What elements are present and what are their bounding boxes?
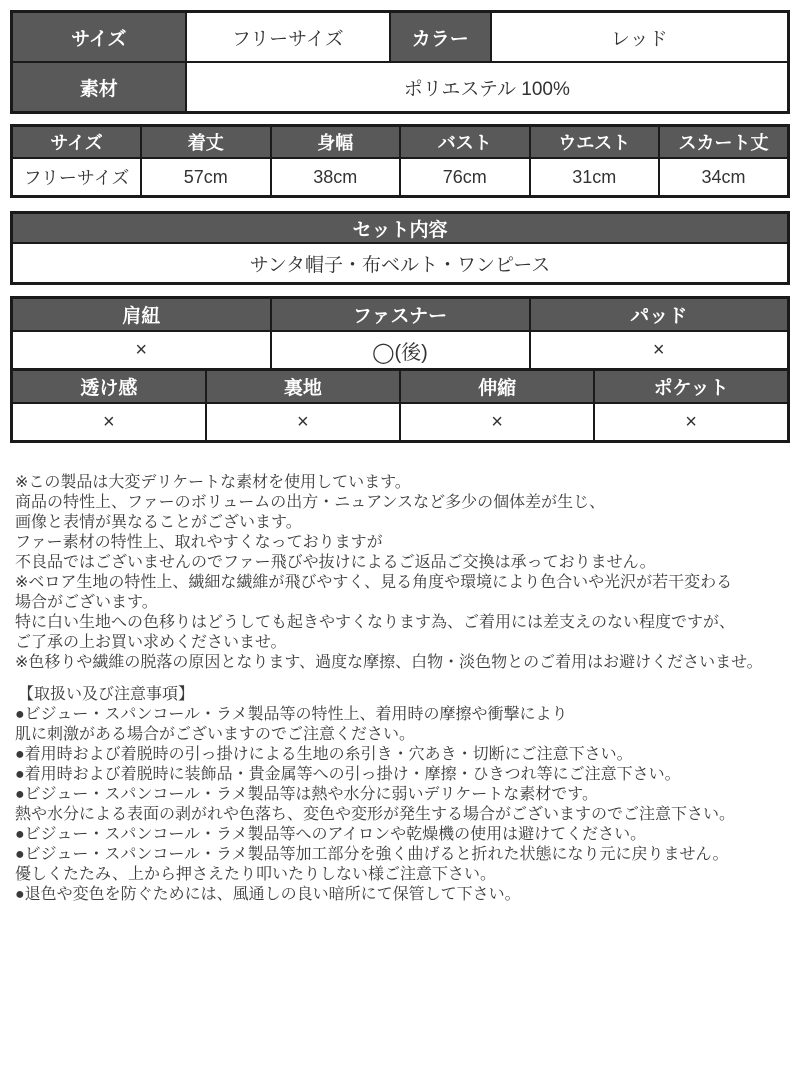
feature-value-pads: ×	[530, 331, 789, 370]
measure-value-skirt: 34cm	[659, 158, 789, 197]
care-line: ●ビジュー・スパンコール・ラメ製品等の特性上、着用時の摩擦や衝撃により	[15, 706, 568, 723]
feature-value-stretch: ×	[400, 403, 594, 442]
spec-row-size-color	[12, 12, 789, 63]
feature-header-straps: 肩紐	[12, 298, 271, 332]
features-a-value-row	[12, 331, 789, 370]
note-line: ファー素材の特性上、取れやすくなっておりますが	[15, 534, 383, 551]
care-line: ●退色や変色を防ぐためには、風通しの良い暗所にて保管して下さい。	[15, 886, 521, 903]
set-contents-title-cell: セット内容	[12, 213, 789, 244]
spec-table	[10, 10, 790, 114]
feature-value-zipper: ◯(後)	[271, 331, 530, 370]
care-line: ●着用時および着脱時に装飾品・貴金属等への引っ掛け・摩擦・ひきつれ等にご注意下さい。	[15, 766, 681, 783]
features-a-header-row	[12, 298, 789, 332]
note-line: 商品の特性上、ファーのボリュームの出方・ニュアンスなど多少の個体差が生じ、	[15, 494, 606, 511]
feature-value-sheer: ×	[12, 403, 206, 442]
features-table-b	[10, 368, 790, 443]
care-instructions	[10, 685, 790, 905]
feature-header-sheer: 透け感	[12, 370, 206, 404]
material-value-cell: ポリエステル 100%	[186, 62, 789, 113]
features-b-value-row	[12, 403, 789, 442]
care-line: ●ビジュー・スパンコール・ラメ製品等加工部分を強く曲げると折れた状態になり元に戻りません。	[15, 846, 729, 863]
care-line: 優しくたたみ、上から押さえたり叩いたりしない様ご注意下さい。	[15, 866, 496, 883]
note-line: 画像と表情が異なることがございます。	[15, 514, 302, 531]
measurements-value-row	[12, 158, 789, 197]
feature-header-stretch: 伸縮	[400, 370, 594, 404]
note-line: 不良品ではございませんのでファー飛びや抜けによるご返品ご交換は承っておりません。	[15, 554, 656, 571]
measurements-table	[10, 124, 790, 198]
spec-row-material	[12, 62, 789, 113]
care-line: ●ビジュー・スパンコール・ラメ製品等は熱や水分に弱いデリケートな素材です。	[15, 786, 598, 803]
color-label-cell: カラー	[390, 12, 491, 63]
product-spec-sheet	[10, 0, 790, 905]
set-contents-header-row	[12, 213, 789, 244]
color-value-cell: レッド	[491, 12, 789, 63]
note-line: ※色移りや繊維の脱落の原因となります、過度な摩擦、白物・淡色物とのご着用はお避けくださいませ。	[15, 654, 763, 671]
measure-header-skirt: スカート丈	[659, 126, 789, 159]
measure-header-size: サイズ	[12, 126, 142, 159]
measure-header-length: 着丈	[141, 126, 271, 159]
care-title: 【取扱い及び注意事項】	[18, 686, 195, 703]
care-line: 熱や水分による表面の剥がれや色落ち、変色や変形が発生する場合がございますのでご注意下さい。	[15, 806, 736, 823]
feature-value-lining: ×	[206, 403, 400, 442]
measure-header-bust: バスト	[400, 126, 530, 159]
size-label-cell: サイズ	[12, 12, 186, 63]
feature-header-pocket: ポケット	[594, 370, 788, 404]
note-line: ご了承の上お買い求めくださいませ。	[15, 634, 287, 651]
feature-value-pocket: ×	[594, 403, 788, 442]
features-b-header-row	[12, 370, 789, 404]
feature-header-lining: 裏地	[206, 370, 400, 404]
features-table-a	[10, 296, 790, 371]
measure-value-length: 57cm	[141, 158, 271, 197]
care-line: ●ビジュー・スパンコール・ラメ製品等へのアイロンや乾燥機の使用は避けてください。	[15, 826, 647, 843]
set-contents-value-row	[12, 243, 789, 284]
material-notes	[10, 473, 790, 673]
note-line: 場合がございます。	[15, 594, 158, 611]
measure-value-size: フリーサイズ	[12, 158, 142, 197]
set-contents-value-cell: サンタ帽子・布ベルト・ワンピース	[12, 243, 789, 284]
measurements-header-row	[12, 126, 789, 159]
note-line: 特に白い生地への色移りはどうしても起きやすくなります為、ご着用には差支えのない程度ですが、	[15, 614, 736, 631]
set-contents-table	[10, 211, 790, 285]
note-line: ※ベロア生地の特性上、繊細な繊維が飛びやすく、見る角度や環境により色合いや光沢が若干変わる	[15, 574, 733, 591]
measure-header-waist: ウエスト	[530, 126, 660, 159]
measure-value-waist: 31cm	[530, 158, 660, 197]
size-value-cell: フリーサイズ	[186, 12, 390, 63]
care-line: 肌に刺激がある場合がございますのでご注意ください。	[15, 726, 416, 743]
measure-value-width: 38cm	[271, 158, 401, 197]
note-line: ※この製品は大変デリケートな素材を使用しています。	[15, 474, 411, 491]
material-label-cell: 素材	[12, 62, 186, 113]
measure-value-bust: 76cm	[400, 158, 530, 197]
care-line: ●着用時および着脱時の引っ掛けによる生地の糸引き・穴あき・切断にご注意下さい。	[15, 746, 633, 763]
feature-header-zipper: ファスナー	[271, 298, 530, 332]
measure-header-width: 身幅	[271, 126, 401, 159]
feature-value-straps: ×	[12, 331, 271, 370]
feature-header-pads: パッド	[530, 298, 789, 332]
